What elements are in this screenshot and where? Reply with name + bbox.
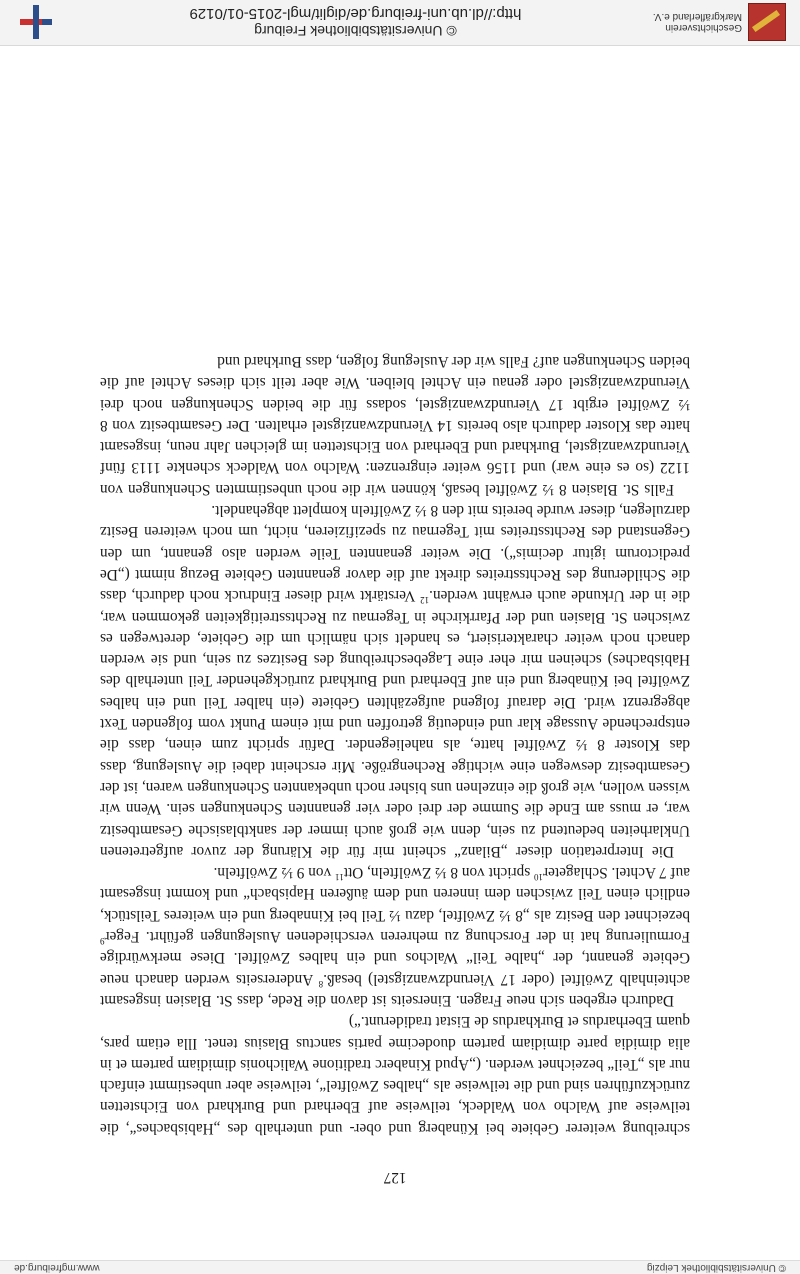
paragraph-text: Die Interpretation dieser „Bilanz“ scheint mir für die Klärung der zuvor aufgetretenen Unklarheiten bedeutend zu sein, denn wie groß auch immer der sanktblasische Gesamtbesitz war, er muss am Ende die Summe der drei oder vier genannten Schenkungen sein. Wenn wir wissen wollen, wie groß die einzelnen uns bisher noch unbekannten Schenkungen waren, ist der Gesamtbesitz deswegen eine wichtige Rechengröße. Mir erscheint dabei die Auslegung, dass das Kloster 8 ½ Zwölftel hatte, als naheliegender. Dafür spricht zum einen, dass die entsprechende Aussage klar und eindeutig getroffen und mit einem Punkt vom folgenden Text abgegrenzt wird. Die darauf folgend aufgezählten Gebiete (ein halber Teil und ein halbes Zwölftel bei Künaberg und ein auf Eberhard und Burkhard zurückgehender Teil unterhalb des Habisbaches) scheinen mir eher eine Lagebeschreibung des Besitzes zu sein, und sie werden danach noch weiter charakterisiert, es handelt sich nämlich um die Gebiete, deretwegen es zwischen St. Blasien und der Pfarrkirche in Tegernau zu Rechtsstreitigkeiten gekommen war, die in der Urkunde auch erwähnt werden. xyxy=(100,587,690,860)
paragraph-text: Andererseits werden danach neue Gebiete genannt, der „halbe Teil“ Walchos und ein halbes Zwölftel. Diese merkwürdige Formulierung hat in der Forschung zu mehreren verschiedenen Auslegungen geführt. Feger xyxy=(99,928,690,988)
header-right-text: www.mgfreiburg.de xyxy=(14,1262,100,1273)
society-name-line1: Geschichtsverein xyxy=(665,22,742,34)
footnote-marker: 10 xyxy=(534,872,544,883)
footer-center xyxy=(58,5,653,41)
body-paragraph xyxy=(100,1011,690,1139)
footnote-marker: 12 xyxy=(420,595,430,606)
paragraph-text: von 9 ½ Zwölfteln. xyxy=(213,864,336,882)
coat-of-arms-icon xyxy=(748,4,786,42)
footnote-marker: 8 xyxy=(318,978,324,989)
paragraph-text: Verstärkt wird dieser Eindruck noch dadurch, dass die Schilderung des Rechtsstreites direkt auf die davor genannten Gebiete Bezug nimmt („De predictorum igitur decimis“). Die weiter genannten Teile werden also genannt, um den Gegenstand des Rechtsstreites mit Tegernau zu spezifizieren, nicht, um noch weiteren Besitz darzulegen, dieser wurde bereits mit den 8 ½ Zwölfteln komplett abgehandelt. xyxy=(100,502,690,605)
footer-copyright: © Universitätsbibliothek Freiburg xyxy=(254,23,457,40)
page-number: 127 xyxy=(383,1169,407,1186)
university-library-logo-icon[interactable] xyxy=(14,4,58,42)
footnote-marker: 11 xyxy=(335,872,344,883)
paragraph-text: Dadurch ergeben sich neue Fragen. Einerseits ist davon die Rede, dass St. Blasien insgesamt achteinhalb Zwölftel (oder 17 Vierundzwanzigstel) besaß. xyxy=(100,970,690,1009)
paragraph-text: spricht von 8 ½ Zwölfteln, Ott xyxy=(343,864,535,882)
viewer-footer-bar xyxy=(0,0,800,46)
page-body xyxy=(100,351,690,1188)
viewer-header-bar xyxy=(0,1260,800,1274)
footnote-marker: 9 xyxy=(100,936,105,947)
header-left-text: © Universitätsbibliothek Leipzig xyxy=(646,1262,786,1273)
society-name-line2: Markgräflerland e.V. xyxy=(652,11,742,23)
body-paragraph xyxy=(100,862,690,1011)
footer-url-link[interactable]: http://dl.ub.uni-freiburg.de/diglit/mgl-2015-01/0129 xyxy=(189,5,522,23)
paragraph-text: Falls St. Blasien 8 ½ Zwölftel besaß, können wir die noch unbestimmten Schenkungen von 1122 (so es eine war) und 1156 weiter eingrenzen: Walcho von Waldeck schenkte 1113 fünf Vierundzwanzigstel, Burkhard und Eberhard von Eichstetten im gleichen Jahr neun, insgesamt hatte das Kloster dadurch also bereits 14 Vierundzwanzigstel erhalten. Der Gesamtbesitz von 8 ½ Zwölftel ergibt 17 Vierundzwanzigstel, sodass für die beiden Schenkungen noch drei Vierundzwanzigstel oder genau ein Achtel bleiben. Wie aber teilt sich dieses Achtel auf die beiden Schenkungen auf? Falls wir der Auslegung folgen, dass Burkhard und xyxy=(100,353,690,498)
body-paragraph xyxy=(100,351,690,500)
paragraph-text: bezeichnet den Besitz als „8 ½ Zwölftel, dazu ½ Teil bei Kinnaberg und ein weiteres Teilstück, endlich einen Teil zwischen dem inneren und dem äußeren Hapisbach“ und kommt insgesamt auf 7 Achtel. Schlageter xyxy=(100,864,690,924)
paragraph-text: schreibung weiterer Gebiete bei Künaberg und ober- und unterhalb des „Habisbaches“, die teilweise auf Walcho von Waldeck, teilweise auf Eberhard und Burkhard von Eichstetten zurückzuführen sind und die teilweise als „halbes Zwölftel“, teilweise aber unbestimmt einfach nur als „Teil“ bezeichnet werden. („Apud Kinaberc traditione Walichonis dimidiam partem et in alia dimidia parte dimidiam partem duodecime partis sanctus Blasius tenet. Illa etiam pars, quam Eberhardus et Burkhardus de Eistat tradiderunt.“) xyxy=(100,1013,690,1137)
society-logo[interactable] xyxy=(653,4,786,42)
body-paragraph xyxy=(100,500,690,862)
paragraph-list xyxy=(100,351,690,1139)
